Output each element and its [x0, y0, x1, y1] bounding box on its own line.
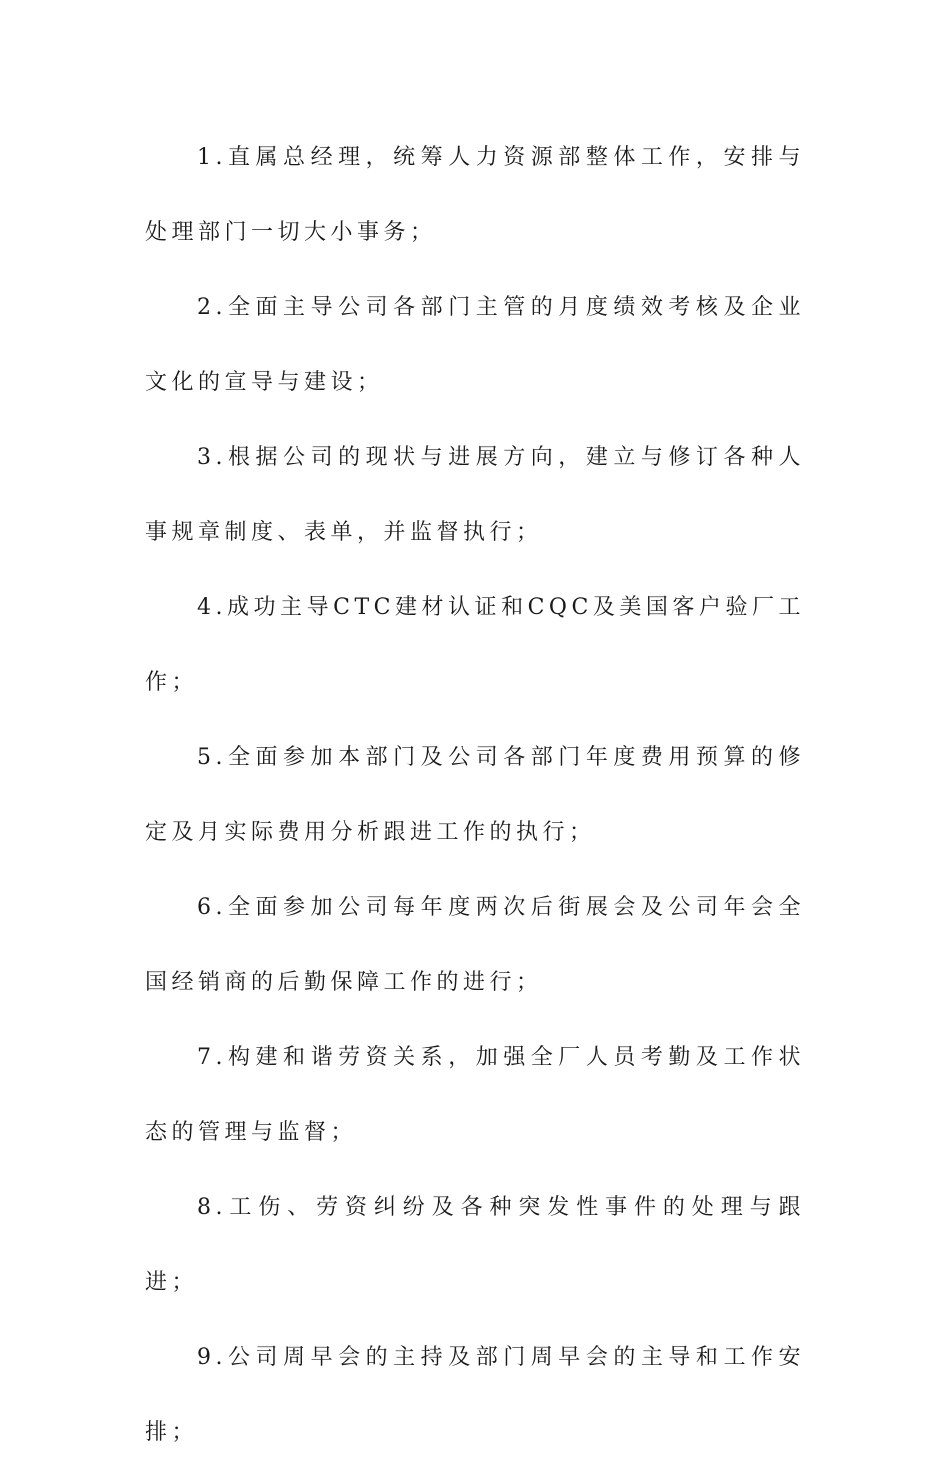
paragraph-7: 7.构建和谐劳资关系，加强全厂人员考勤及工作状态的管理与监督； [145, 1045, 805, 1145]
paragraph-2: 2.全面主导公司各部门主管的月度绩效考核及企业文化的宣导与建设； [145, 295, 805, 395]
paragraph-8: 8.工伤、劳资纠纷及各种突发性事件的处理与跟进； [145, 1195, 805, 1295]
paragraph-3: 3.根据公司的现状与进展方向，建立与修订各种人事规章制度、表单，并监督执行； [145, 445, 805, 545]
paragraph-6: 6.全面参加公司每年度两次后街展会及公司年会全国经销商的后勤保障工作的进行； [145, 895, 805, 995]
paragraph-1: 1.直属总经理，统筹人力资源部整体工作，安排与处理部门一切大小事务； [145, 145, 805, 245]
paragraph-9: 9.公司周早会的主持及部门周早会的主导和工作安排； [145, 1345, 805, 1445]
paragraph-4: 4.成功主导CTC建材认证和CQC及美国客户验厂工作； [145, 595, 805, 695]
document-body [145, 120, 805, 1470]
paragraph-5: 5.全面参加本部门及公司各部门年度费用预算的修定及月实际费用分析跟进工作的执行； [145, 745, 805, 845]
